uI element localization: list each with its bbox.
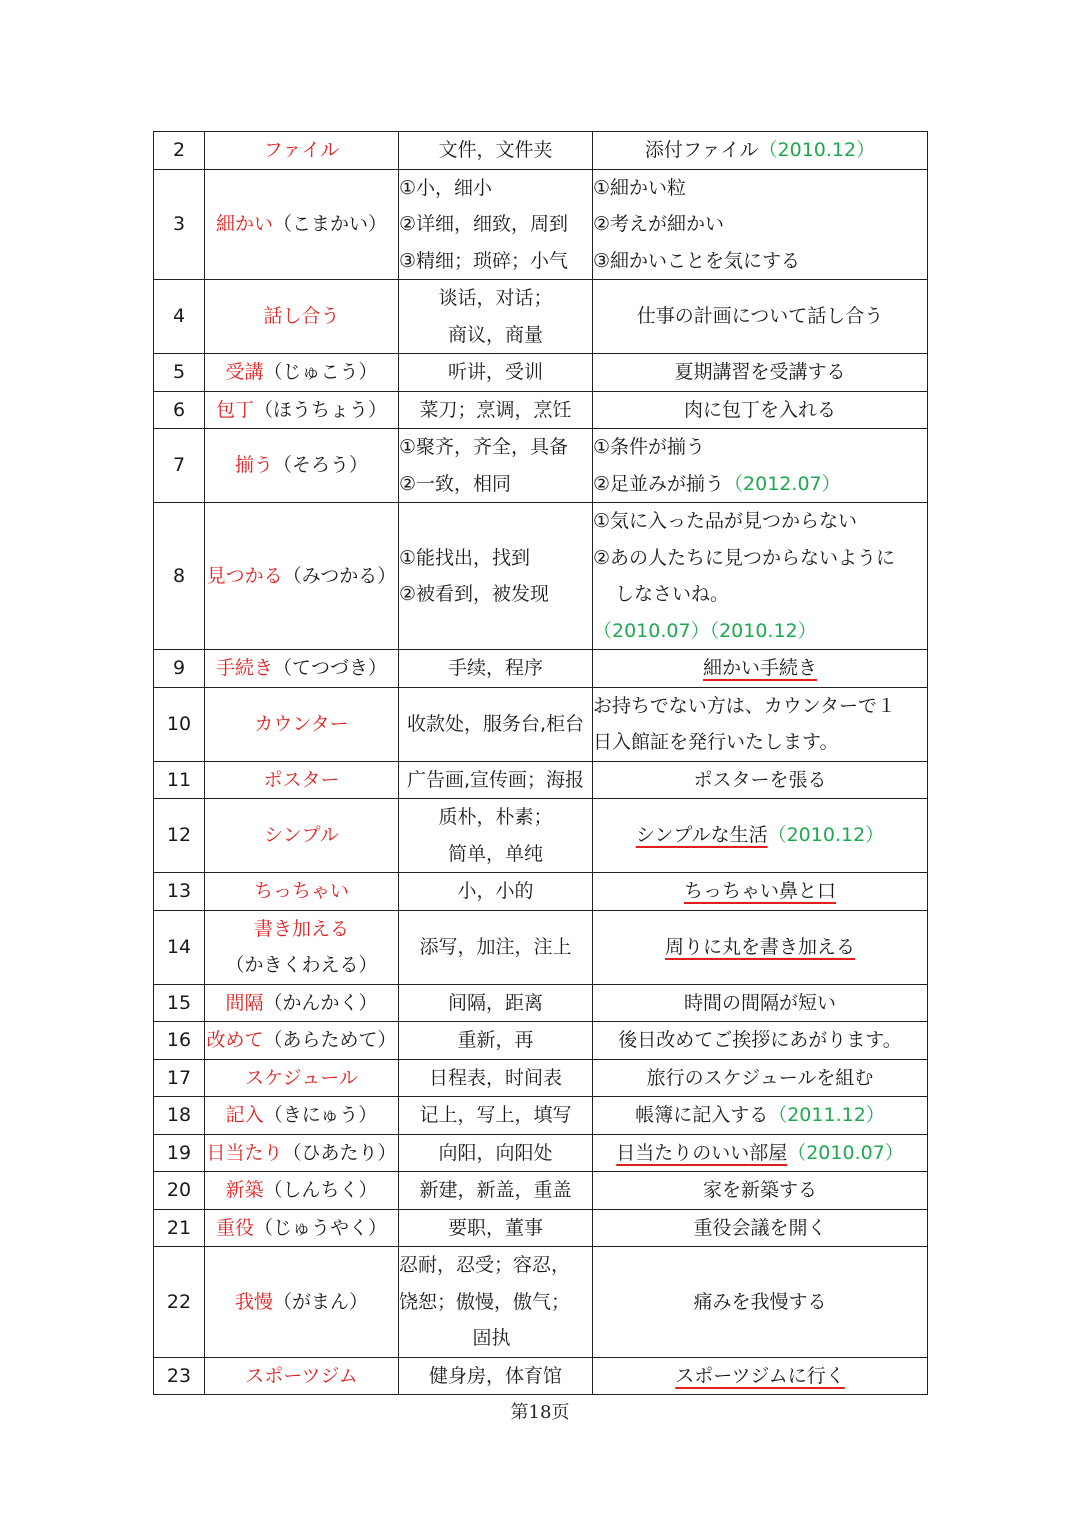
word-cell: [205, 391, 399, 429]
example-line: ③細かいことを気にする: [593, 249, 801, 272]
word: スポーツジム: [245, 1364, 358, 1387]
example-line: お持ちでない方は、カウンターで１: [593, 694, 897, 717]
word: 日当たり: [206, 1141, 283, 1164]
word-cell: [205, 429, 399, 503]
example-line: 帳簿に記入する: [635, 1104, 769, 1126]
example-cell: [593, 799, 928, 873]
row-number: 18: [154, 1097, 205, 1135]
meaning-line: 饶恕；傲慢，傲气；: [399, 1290, 571, 1313]
example-line: ちっちゃい鼻と口: [683, 880, 836, 902]
meaning-line: 向阳，向阳处: [438, 1141, 553, 1164]
word-reading: （そろう）: [273, 454, 369, 477]
table-row: [154, 503, 928, 650]
row-number: 11: [154, 761, 205, 799]
example-cell: [593, 984, 928, 1022]
word-cell: [205, 650, 399, 688]
meaning-line: 添写，加注，注上: [419, 935, 572, 958]
table-row: [154, 1134, 928, 1172]
word: カウンター: [254, 712, 349, 735]
row-number: 5: [154, 354, 205, 392]
table-row: [154, 1022, 928, 1060]
meaning-line: ③精细；琐碎；小气: [399, 249, 569, 272]
example-cell: [593, 687, 928, 761]
word: 話し合う: [263, 305, 340, 328]
row-number: 2: [154, 132, 205, 170]
row-number: 8: [154, 503, 205, 650]
table-row: [154, 650, 928, 688]
word: スケジュール: [245, 1066, 358, 1089]
meaning-line: 间隔，距离: [447, 991, 543, 1014]
meaning-cell: [399, 1022, 593, 1060]
word-reading: （しんちく）: [263, 1179, 378, 1201]
meaning-line: 日程表，时间表: [428, 1066, 562, 1089]
row-number: 7: [154, 429, 205, 503]
table-row: [154, 1059, 928, 1097]
meaning-line: 健身房，体育馆: [428, 1364, 562, 1387]
example-cell: [593, 132, 928, 170]
meaning-cell: [399, 1097, 593, 1135]
example-cell: [593, 1022, 928, 1060]
example-line: 後日改めてご挨拶にあがります。: [618, 1029, 902, 1051]
word-cell: [205, 687, 399, 761]
exam-date: （2010.12）: [767, 824, 885, 847]
meaning-line: ①小，细小: [399, 176, 493, 199]
meaning-cell: [399, 687, 593, 761]
word: 見つかる: [206, 564, 283, 587]
table-row: [154, 132, 928, 170]
meaning-line: ①能找出，找到: [399, 546, 531, 569]
table-row: [154, 1172, 928, 1210]
row-number: 17: [154, 1059, 205, 1097]
word-cell: [205, 1357, 399, 1395]
word-reading: （じゅこう）: [263, 361, 378, 383]
word-cell: [205, 799, 399, 873]
example-cell: [593, 1209, 928, 1247]
word-cell: [205, 354, 399, 392]
word-cell: [205, 169, 399, 280]
meaning-cell: [399, 1134, 593, 1172]
word: ちっちゃい: [253, 880, 349, 902]
word: シンプル: [264, 824, 339, 847]
example-cell: [593, 429, 928, 503]
example-cell: [593, 1097, 928, 1135]
meaning-line: 广告画,宣传画；海报: [406, 768, 585, 791]
exam-date: （2010.12）: [758, 139, 876, 161]
word: 新築: [225, 1179, 264, 1201]
word-reading: （きにゅう）: [263, 1104, 378, 1126]
example-line: ①気に入った品が見つからない: [593, 510, 858, 532]
row-number: 9: [154, 650, 205, 688]
meaning-cell: [399, 391, 593, 429]
example-line: ①細かい粒: [593, 176, 687, 199]
example-line: 夏期講習を受講する: [674, 361, 846, 383]
example-cell: [593, 910, 928, 984]
word-cell: [205, 1059, 399, 1097]
table-row: [154, 984, 928, 1022]
word-cell: [205, 910, 399, 984]
example-line: 時間の間隔が短い: [683, 991, 836, 1014]
meaning-line: 固执: [472, 1327, 511, 1349]
meaning-cell: [399, 1209, 593, 1247]
example-line: 家を新築する: [702, 1179, 817, 1201]
example-cell: [593, 280, 928, 354]
meaning-line: ②详细，细致，周到: [399, 213, 569, 235]
example-line: ②あの人たちに見つからないように: [593, 546, 896, 569]
table-row: [154, 687, 928, 761]
meaning-cell: [399, 910, 593, 984]
row-number: 16: [154, 1022, 205, 1060]
table-row: [154, 1357, 928, 1395]
word-reading: （あらためて）: [263, 1029, 397, 1051]
example-text: ②足並みが揃う: [593, 472, 725, 495]
word-cell: [205, 280, 399, 354]
meaning-cell: [399, 503, 593, 650]
example-line: 添付ファイル: [644, 139, 759, 161]
meaning-cell: [399, 354, 593, 392]
example-cell: [593, 650, 928, 688]
word-reading: （かんかく）: [263, 991, 378, 1014]
example-cell: [593, 391, 928, 429]
row-number: 23: [154, 1357, 205, 1395]
meaning-cell: [399, 1357, 593, 1395]
word-cell: [205, 503, 399, 650]
word: 包丁: [215, 398, 254, 421]
exam-date: （2010.07）: [787, 1141, 904, 1164]
meaning-line: 谈话，对话；: [438, 287, 553, 309]
row-number: 21: [154, 1209, 205, 1247]
meaning-line: 质朴，朴素；: [438, 806, 553, 828]
example-cell: [593, 1247, 928, 1358]
example-line: 細かい手続き: [702, 657, 817, 679]
meaning-line: 小，小的: [457, 880, 534, 902]
meaning-line: 菜刀；烹调，烹饪: [419, 398, 572, 421]
example-line: 肉に包丁を入れる: [683, 398, 836, 421]
example-line: 日入館証を発行いたします。: [593, 731, 839, 753]
vocabulary-table: [153, 131, 928, 1395]
meaning-cell: [399, 280, 593, 354]
meaning-line: 重新，再: [457, 1029, 534, 1051]
word-reading: （ほうちょう）: [254, 398, 388, 421]
meaning-line: 忍耐，忍受；容忍，: [399, 1254, 571, 1276]
row-number: 20: [154, 1172, 205, 1210]
word: 細かい: [215, 213, 273, 235]
row-number: 4: [154, 280, 205, 354]
row-number: 22: [154, 1247, 205, 1358]
row-number: 3: [154, 169, 205, 280]
meaning-line: ②被看到，被发现: [399, 583, 550, 605]
word: 記入: [225, 1104, 264, 1126]
row-number: 13: [154, 873, 205, 911]
table-row: [154, 280, 928, 354]
example-line: シンプルな生活: [635, 824, 768, 847]
word-cell: [205, 1209, 399, 1247]
example-line: しなさいね。: [615, 583, 730, 605]
exam-date: （2010.07）（2010.12）: [593, 619, 817, 642]
example-line: [593, 466, 927, 503]
word-cell: [205, 1172, 399, 1210]
meaning-line: 文件，文件夹: [438, 139, 553, 161]
example-cell: [593, 503, 928, 650]
row-number: 10: [154, 687, 205, 761]
meaning-cell: [399, 1247, 593, 1358]
exam-date: （2011.12）: [768, 1104, 885, 1126]
example-cell: [593, 354, 928, 392]
meaning-line: 记上，写上，填写: [419, 1104, 572, 1126]
example-line: 痛みを我慢する: [693, 1290, 827, 1313]
meaning-cell: [399, 1172, 593, 1210]
example-cell: [593, 169, 928, 280]
meaning-line: 简单，单纯: [447, 842, 543, 865]
word: 受講: [225, 361, 264, 383]
word-cell: [205, 1097, 399, 1135]
word-cell: [205, 1134, 399, 1172]
word: 書き加える: [253, 917, 349, 940]
example-cell: [593, 1134, 928, 1172]
table-row: [154, 799, 928, 873]
example-cell: [593, 873, 928, 911]
meaning-cell: [399, 429, 593, 503]
meaning-cell: [399, 132, 593, 170]
table-row: [154, 429, 928, 503]
word-cell: [205, 984, 399, 1022]
table-row: [154, 1209, 928, 1247]
table-row: [154, 354, 928, 392]
table-row: [154, 1097, 928, 1135]
table-row: [154, 169, 928, 280]
word-reading: （がまん）: [273, 1290, 369, 1313]
meaning-line: 商议，商量: [447, 323, 543, 346]
example-line: 旅行のスケジュールを組む: [646, 1066, 874, 1089]
meaning-line: 听讲，受训: [447, 361, 543, 383]
meaning-cell: [399, 873, 593, 911]
example-line: 仕事の計画について話し合う: [636, 305, 884, 328]
meaning-cell: [399, 799, 593, 873]
table-row: [154, 873, 928, 911]
word: ポスター: [263, 768, 340, 791]
word-cell: [205, 873, 399, 911]
word-reading: （こまかい）: [273, 213, 388, 235]
row-number: 15: [154, 984, 205, 1022]
meaning-cell: [399, 169, 593, 280]
table-row: [154, 391, 928, 429]
example-cell: [593, 1357, 928, 1395]
meaning-cell: [399, 650, 593, 688]
example-cell: [593, 1172, 928, 1210]
meaning-line: 收款处，服务台,柜台: [406, 712, 585, 735]
example-line: ポスターを張る: [693, 768, 827, 791]
meaning-cell: [399, 984, 593, 1022]
word-cell: [205, 1022, 399, 1060]
word: 揃う: [234, 454, 273, 477]
meaning-line: 新建，新盖，重盖: [419, 1179, 572, 1201]
table-row: [154, 910, 928, 984]
word: 間隔: [225, 991, 264, 1014]
row-number: 14: [154, 910, 205, 984]
example-line: 周りに丸を書き加える: [664, 935, 855, 958]
example-line: スポーツジムに行く: [675, 1364, 845, 1387]
meaning-cell: [399, 1059, 593, 1097]
table-row: [154, 1247, 928, 1358]
word: 手続き: [215, 657, 273, 679]
word-cell: [205, 761, 399, 799]
word-reading: （ひあたり）: [282, 1141, 397, 1164]
word: 我慢: [234, 1290, 273, 1313]
word-cell: [205, 132, 399, 170]
word-reading: （みつかる）: [282, 564, 397, 587]
page-number: 第18页: [510, 1402, 570, 1423]
exam-date: （2012.07）: [724, 472, 841, 495]
word: 重役: [215, 1216, 254, 1239]
word-reading: （てつづき）: [273, 657, 388, 679]
word: 改めて: [206, 1029, 264, 1051]
meaning-line: 手续，程序: [447, 657, 543, 679]
example-cell: [593, 761, 928, 799]
word: ファイル: [263, 139, 340, 161]
example-line: 重役会議を開く: [693, 1216, 827, 1239]
table-row: [154, 761, 928, 799]
row-number: 19: [154, 1134, 205, 1172]
meaning-line: ①聚齐，齐全，具备: [399, 436, 569, 458]
row-number: 12: [154, 799, 205, 873]
example-cell: [593, 1059, 928, 1097]
example-line: 日当たりのいい部屋: [616, 1141, 788, 1164]
meaning-cell: [399, 761, 593, 799]
word-cell: [205, 1247, 399, 1358]
example-line: ①条件が揃う: [593, 436, 706, 458]
word-reading: （じゅうやく）: [254, 1216, 388, 1239]
meaning-line: ②一致，相同: [399, 472, 512, 495]
word-reading: （かきくわえる）: [225, 954, 378, 976]
meaning-line: 要职，董事: [447, 1216, 543, 1239]
example-line: ②考えが細かい: [593, 213, 725, 235]
row-number: 6: [154, 391, 205, 429]
